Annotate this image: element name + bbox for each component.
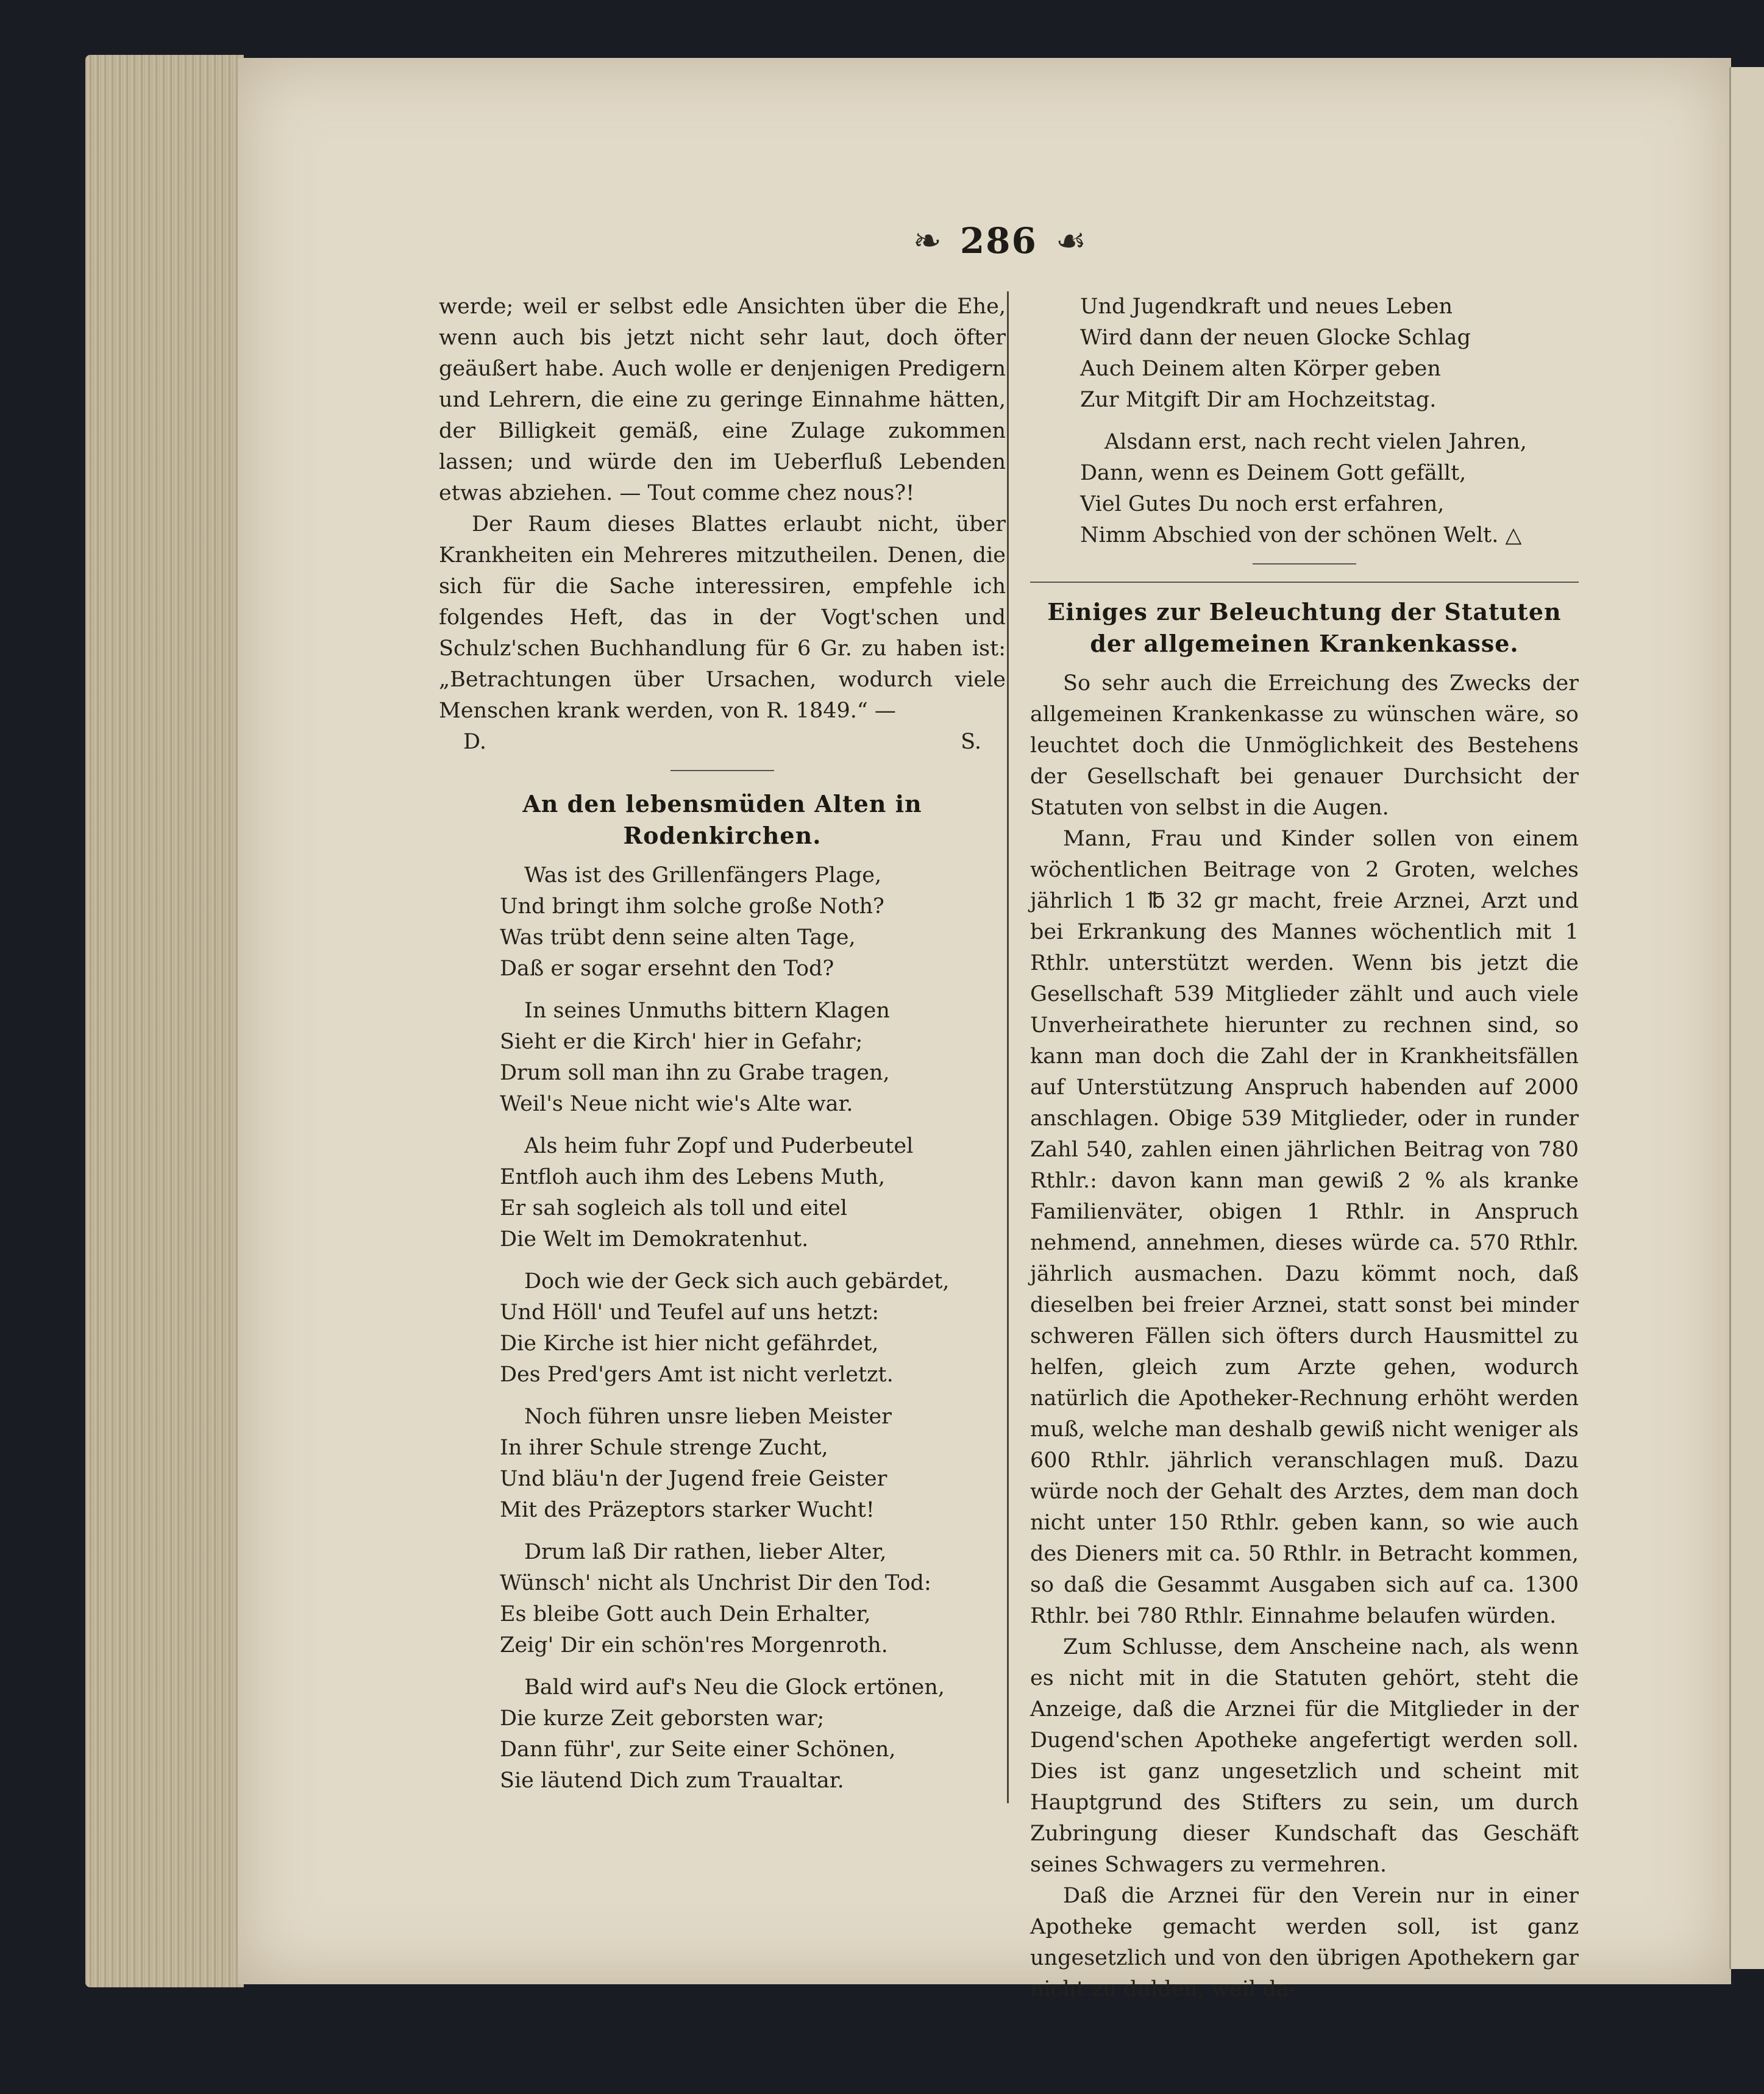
poem-line: Noch führen unsre lieben Meister [524, 1405, 892, 1429]
poem-line: Und bläu'n der Jugend freie Geister [500, 1467, 887, 1491]
poem-stanza [500, 1401, 1006, 1526]
section-divider [670, 770, 774, 771]
poem-line: Daß er sogar ersehnt den Tod? [500, 956, 834, 981]
poem-stanza [500, 1537, 1006, 1661]
poem-line: Dann führ', zur Seite einer Schönen, [500, 1737, 896, 1762]
poem-line: Wird dann der neuen Glocke Schlag [1080, 326, 1471, 350]
column-divider [1007, 291, 1009, 1803]
poem-line: Doch wie der Geck sich auch gebärdet, [524, 1269, 950, 1294]
poem-line: Es bleibe Gott auch Dein Erhalter, [500, 1602, 871, 1626]
paragraph: Der Raum dieses Blattes erlaubt nicht, über Krankheiten ein Mehreres mitzutheilen. Denen, die sich für die Sache interessiren, empfehle ich folgendes Heft, das in der Vogt'schen und Schulz'schen Buchhandlung für 6 Gr. zu haben ist: „Betrachtungen über Ursachen, wodurch viele Menschen krank werden, von R. 1849.“ — [439, 512, 1006, 723]
poem-stanza [500, 1672, 1006, 1797]
paragraph: werde; weil er selbst edle Ansichten über die Ehe, wenn auch bis jetzt nicht sehr laut, doch öfter geäußert habe. Auch wolle er denjenigen Predigern und Lehrern, die eine zu geringe Einnahme hätten, der Billigkeit gemäß, eine Zulage zukommen lassen; und würde den im Ueberfluß Lebenden etwas abziehen. — Tout comme chez nous?! [439, 294, 1006, 505]
right-column [1030, 291, 1579, 2005]
ornament-left-icon: ❧ [912, 221, 942, 261]
poem-line: Die Welt im Demokratenhut. [500, 1227, 809, 1252]
paragraph: So sehr auch die Erreichung des Zwecks der allgemeinen Krankenkasse zu wünschen wäre, so leuchtet doch die Unmöglichkeit des Bestehens der Gesellschaft bei genauer Durchsicht der Statuten von selbst in die Augen. [1030, 671, 1579, 820]
poem-stanza [500, 860, 1006, 985]
poem-line: Die kurze Zeit geborsten war; [500, 1706, 825, 1731]
poem-line: Weil's Neue nicht wie's Alte war. [500, 1092, 853, 1116]
triangle-mark-icon: △ [1505, 523, 1522, 547]
poem-line: Und Jugendkraft und neues Leben [1080, 294, 1453, 319]
poem-line: Die Kirche ist hier nicht gefährdet, [500, 1331, 879, 1356]
poem-line: Und Höll' und Teufel auf uns hetzt: [500, 1300, 880, 1325]
poem-line: Nimm Abschied von der schönen Welt. [1080, 523, 1499, 547]
page-header [859, 216, 1140, 265]
poem-stanza [1080, 427, 1579, 551]
poem-line: Alsdann erst, nach recht vielen Jahren, [1104, 430, 1527, 454]
poem-stanza [500, 1131, 1006, 1255]
paragraph: Mann, Frau und Kinder sollen von einem wöchentlichen Beitrage von 2 Groten, welches jährlich 1 ℔ 32 gr macht, freie Arznei, Arzt und bei Erkrankung des Mannes wöchentlich mit 1 Rthlr. unterstützt werden. Wenn bis jetzt die Gesellschaft 539 Mitglieder zählt und auch viele Unverheirathete hierunter zu rechnen sind, so kann man doch die Zahl der in Krankheitsfällen auf Unterstützung Anspruch habenden auf 2000 anschlagen. Obige 539 Mitglieder, oder in runder Zahl 540, zahlen einen jährlichen Beitrag von 780 Rthlr.: davon kann man gewiß 2 % als kranke Familienväter, obigen 1 Rthlr. in Anspruch nehmend, annehmen, dieses würde ca. 570 Rthlr. jährlich ausmachen. Dazu kömmt noch, daß dieselben bei freier Arznei, statt sonst bei minder schweren Fällen sich öfters durch Hausmittel zu helfen, gleich zum Arzte gehen, wodurch natürlich die Apotheker-Rechnung erhöht werden muß, welche man deshalb gewiß nicht weniger als 600 Rthlr. jährlich veranschlagen muß. Dazu würde noch der Gehalt des Arztes, dem man doch nicht unter 150 Rthlr. geben kann, so wie auch des Dieners mit ca. 50 Rthlr. in Betracht kommen, so daß die Gesammt Ausgaben sich auf ca. 1300 Rthlr. bei 780 Rthlr. Einnahme belaufen würden. [1030, 827, 1579, 1628]
signature-line [439, 727, 1006, 758]
poem-line: Viel Gutes Du noch erst erfahren, [1080, 492, 1445, 516]
signature-right: S. [961, 730, 981, 754]
poem-line: Bald wird auf's Neu die Glock ertönen, [524, 1675, 945, 1700]
poem-line: Und bringt ihm solche große Noth? [500, 894, 884, 919]
poem-line: Mit des Präzeptors starker Wucht! [500, 1498, 875, 1522]
poem-line: Zur Mitgift Dir am Hochzeitstag. [1080, 388, 1437, 412]
signature-left: D. [463, 730, 486, 754]
poem-line: Drum soll man ihn zu Grabe tragen, [500, 1061, 890, 1085]
poem-line: Was trübt denn seine alten Tage, [500, 925, 856, 950]
article-divider [1030, 582, 1579, 583]
poem-line: Dann, wenn es Deinem Gott gefällt, [1080, 461, 1467, 485]
poem-line: Wünsch' nicht als Unchrist Dir den Tod: [500, 1571, 931, 1595]
poem-line: Zeig' Dir ein schön'res Morgenroth. [500, 1633, 888, 1658]
page-number: 286 [959, 220, 1037, 262]
paragraph: Daß die Arznei für den Verein nur in einer Apotheke gemacht werden soll, ist ganz ungesetzlich und von den übrigen Apothekern gar nicht zu dulden, weil da- [1030, 1884, 1579, 2001]
left-column [439, 291, 1006, 1807]
poem-line: Sie läutend Dich zum Traualtar. [500, 1768, 844, 1793]
facing-page-edge [1729, 67, 1764, 1969]
book-page-edges [85, 55, 244, 1987]
poem-stanza [500, 995, 1006, 1120]
poem-line: Drum laß Dir rathen, lieber Alter, [524, 1540, 887, 1564]
poem-line: Er sah sogleich als toll und eitel [500, 1196, 847, 1220]
poem-stanza [500, 1266, 1006, 1391]
poem-line: Auch Deinem alten Körper geben [1080, 357, 1441, 381]
poem-line: In ihrer Schule strenge Zucht, [500, 1436, 828, 1460]
ornament-right-icon: ☙ [1055, 221, 1087, 261]
article-title: Einiges zur Beleuchtung der Statuten der allgemeinen Krankenkasse. [1047, 598, 1562, 657]
poem-line-final [1080, 520, 1579, 551]
poem-title: An den lebensmüden Alten in Rodenkirchen. [522, 790, 922, 849]
poem-line: In seines Unmuths bittern Klagen [524, 999, 890, 1023]
section-divider [1253, 563, 1356, 564]
paragraph: Zum Schlusse, dem Anscheine nach, als wenn es nicht mit in die Statuten gehört, steht die Anzeige, daß die Arznei für die Mitglieder in der Dugend'schen Apotheke angefertigt werden soll. Dies ist ganz ungesetzlich und scheint mit Hauptgrund des Stifters zu sein, um durch Zubringung dieser Kundschaft das Geschäft seines Schwagers zu vermehren. [1030, 1635, 1579, 1877]
poem-line: Des Pred'gers Amt ist nicht verletzt. [500, 1362, 894, 1387]
poem-stanza [1080, 291, 1579, 416]
poem-line: Als heim fuhr Zopf und Puderbeutel [524, 1134, 914, 1158]
poem-line: Entfloh auch ihm des Lebens Muth, [500, 1165, 885, 1189]
poem-line: Was ist des Grillenfängers Plage, [524, 863, 882, 888]
poem-line: Sieht er die Kirch' hier in Gefahr; [500, 1030, 863, 1054]
